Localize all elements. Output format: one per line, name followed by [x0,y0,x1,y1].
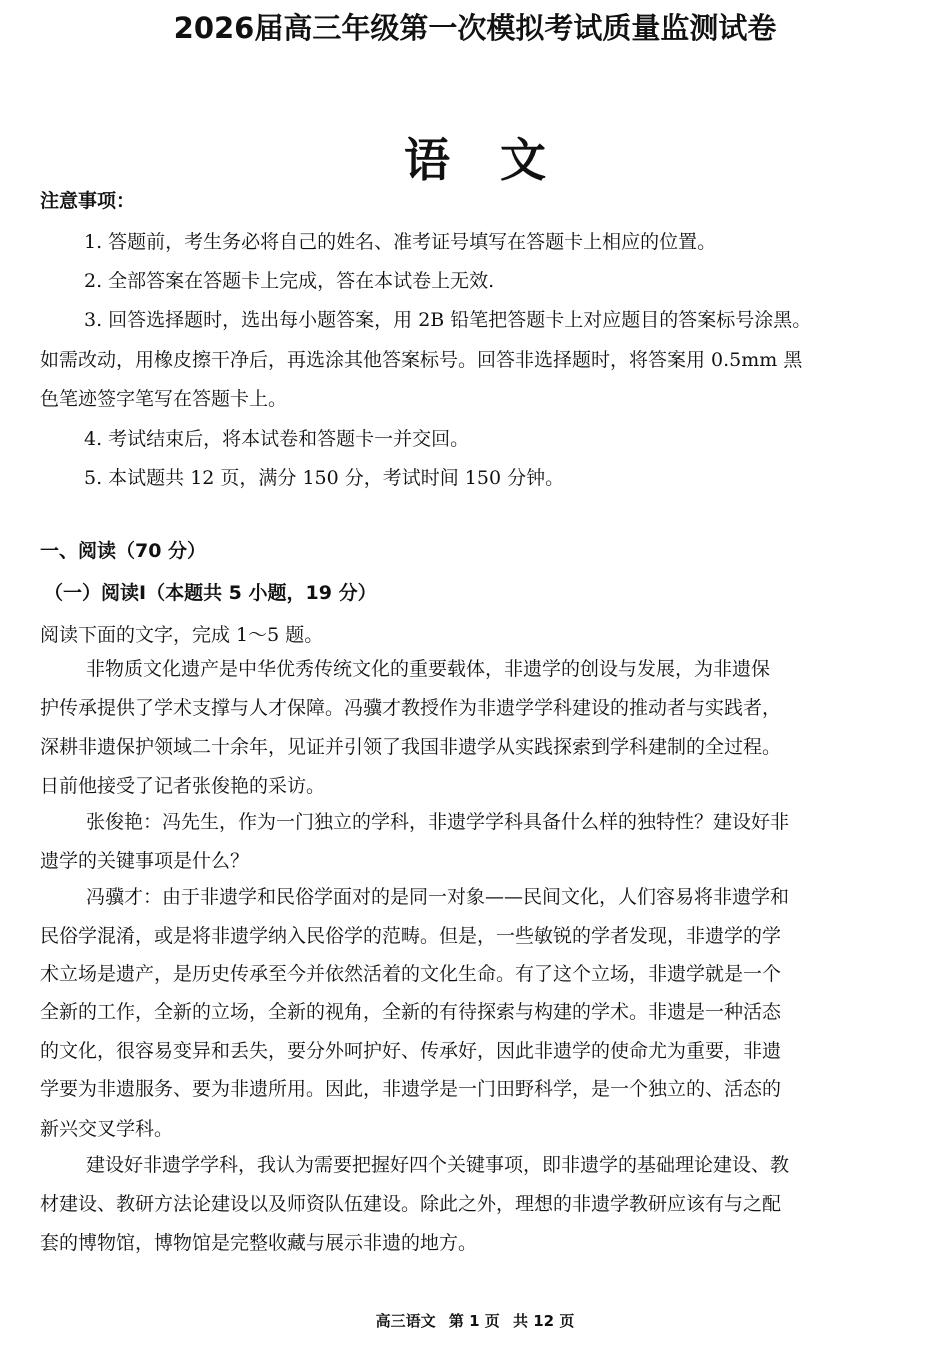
exam-title: 2026届高三年级第一次模拟考试质量监测试卷 [173,11,777,45]
passage-line: 日前他接受了记者张俊艳的采访。 [40,775,326,797]
subsection-heading: （一）阅读Ⅰ（本题共 5 小题，19 分） [44,582,377,604]
passage-line: 学要为非遗服务、要为非遗所用。因此，非遗学是一门田野科学，是一个独立的、活态的 [40,1078,782,1100]
passage-line: 术立场是遗产，是历史传承至今并依然活着的文化生命。有了这个立场，非遗学就是一个 [40,963,782,985]
footer-total-pages: 共 12 页 [513,1312,575,1330]
passage-line: 建设好非遗学学科，我认为需要把握好四个关键事项，即非遗学的基础理论建设、教 [86,1154,790,1176]
passage-line: 遗学的关键事项是什么？ [40,850,250,872]
passage-line: 民俗学混淆，或是将非遗学纳入民俗学的范畴。但是，一些敏锐的学者发现，非遗学的学 [40,925,782,947]
passage-line: 张俊艳：冯先生，作为一门独立的学科，非遗学学科具备什么样的独特性？建设好非 [86,811,790,833]
passage-line: 全新的工作，全新的立场，全新的视角，全新的有待探索与构建的学术。非遗是一种活态 [40,1001,782,1023]
section-heading: 一、阅读（70 分） [40,540,207,562]
passage-line: 冯骥才：由于非遗学和民俗学面对的是同一对象——民间文化，人们容易将非遗学和 [86,886,790,908]
passage-line: 护传承提供了学术支撑与人才保障。冯骥才教授作为非遗学学科建设的推动者与实践者， [40,697,782,719]
note-item: 2. 全部答案在答题卡上完成，答在本试卷上无效. [84,270,495,292]
page-footer [0,1310,950,1331]
passage-line: 套的博物馆，博物馆是完整收藏与展示非遗的地方。 [40,1232,478,1254]
footer-page-number: 第 1 页 [448,1312,500,1330]
passage-line: 的文化，很容易变异和丢失，要分外呵护好、传承好，因此非遗学的使命尤为重要，非遗 [40,1040,782,1062]
note-item: 1. 答题前，考生务必将自己的姓名、准考证号填写在答题卡上相应的位置。 [84,231,717,253]
note-item-continuation: 如需改动，用橡皮擦干净后，再选涂其他答案标号。回答非选择题时，将答案用 0.5mm 黑 [40,349,803,371]
note-item: 3. 回答选择题时，选出每小题答案，用 2B 铅笔把答题卡上对应题目的答案标号涂黑。 [84,309,812,331]
passage-line: 非物质文化遗产是中华优秀传统文化的重要载体，非遗学的创设与发展，为非遗保 [86,658,771,680]
passage-line: 材建设、教研方法论建设以及师资队伍建设。除此之外，理想的非遗学教研应该有与之配 [40,1193,782,1215]
subject-title: 语文 [404,133,596,187]
passage-line: 深耕非遗保护领域二十余年，见证并引领了我国非遗学从实践探索到学科建制的全过程。 [40,736,782,758]
passage-line: 新兴交叉学科。 [40,1118,174,1140]
note-item: 4. 考试结束后，将本试卷和答题卡一并交回。 [84,428,470,450]
notes-heading: 注意事项： [40,190,136,212]
reading-instruction: 阅读下面的文字，完成 1～5 题。 [40,624,324,646]
note-item-continuation: 色笔迹签字笔写在答题卡上。 [40,388,288,410]
footer-subject: 高三语文 [375,1312,436,1330]
note-item: 5. 本试题共 12 页，满分 150 分，考试时间 150 分钟。 [84,467,565,489]
